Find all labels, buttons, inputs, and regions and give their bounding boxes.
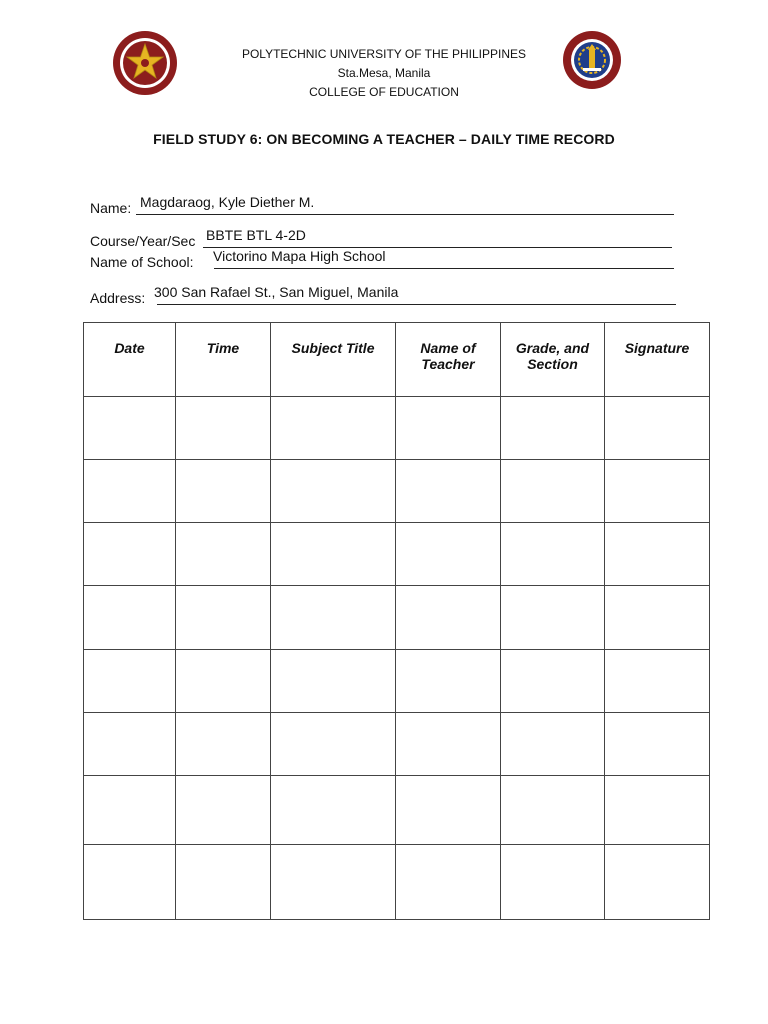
date-cell[interactable] <box>84 845 176 920</box>
school-label: Name of School: <box>90 254 194 270</box>
teacher-name-cell[interactable] <box>396 523 501 586</box>
address-label: Address: <box>90 290 146 306</box>
header-name-of-teacher <box>396 323 501 397</box>
subject-title-cell[interactable] <box>271 650 396 713</box>
table-header-row <box>84 323 710 397</box>
subject-title-cell[interactable] <box>271 845 396 920</box>
university-header <box>0 45 768 102</box>
grade-section-cell[interactable] <box>501 845 605 920</box>
time-cell[interactable] <box>176 776 271 845</box>
time-cell[interactable] <box>176 460 271 523</box>
header-signature: Signature <box>605 323 710 397</box>
name-value[interactable]: Magdaraog, Kyle Diether M. <box>140 194 315 210</box>
date-cell[interactable] <box>84 586 176 650</box>
signature-cell[interactable] <box>605 586 710 650</box>
date-cell[interactable] <box>84 460 176 523</box>
course-value[interactable]: BBTE BTL 4-2D <box>206 227 306 243</box>
signature-cell[interactable] <box>605 460 710 523</box>
table-row <box>84 586 710 650</box>
daily-time-record-table <box>83 322 710 920</box>
time-cell[interactable] <box>176 713 271 776</box>
table-row <box>84 845 710 920</box>
time-cell[interactable] <box>176 586 271 650</box>
university-location: Sta.Mesa, Manila <box>337 66 431 80</box>
table-row <box>84 523 710 586</box>
date-cell[interactable] <box>84 713 176 776</box>
time-cell[interactable] <box>176 650 271 713</box>
table-row <box>84 713 710 776</box>
header-grade-and-section-text: Grade, and Section <box>515 340 590 372</box>
header-name-of-teacher-text: Name of Teacher <box>420 340 476 372</box>
address-underline <box>157 304 676 305</box>
date-cell[interactable] <box>84 397 176 460</box>
teacher-name-cell[interactable] <box>396 397 501 460</box>
signature-cell[interactable] <box>605 523 710 586</box>
signature-cell[interactable] <box>605 397 710 460</box>
teacher-name-cell[interactable] <box>396 713 501 776</box>
header-date: Date <box>84 323 176 397</box>
teacher-name-cell[interactable] <box>396 845 501 920</box>
header-time: Time <box>176 323 271 397</box>
table-row <box>84 650 710 713</box>
signature-cell[interactable] <box>605 713 710 776</box>
table-row <box>84 397 710 460</box>
grade-section-cell[interactable] <box>501 397 605 460</box>
grade-section-cell[interactable] <box>501 586 605 650</box>
date-cell[interactable] <box>84 523 176 586</box>
course-label: Course/Year/Sec <box>90 233 196 249</box>
teacher-name-cell[interactable] <box>396 650 501 713</box>
grade-section-cell[interactable] <box>501 650 605 713</box>
subject-title-cell[interactable] <box>271 713 396 776</box>
teacher-name-cell[interactable] <box>396 586 501 650</box>
signature-cell[interactable] <box>605 845 710 920</box>
header-grade-and-section <box>501 323 605 397</box>
name-underline <box>136 214 674 215</box>
signature-cell[interactable] <box>605 650 710 713</box>
time-cell[interactable] <box>176 845 271 920</box>
grade-section-cell[interactable] <box>501 713 605 776</box>
time-cell[interactable] <box>176 397 271 460</box>
subject-title-cell[interactable] <box>271 586 396 650</box>
subject-title-cell[interactable] <box>271 776 396 845</box>
subject-title-cell[interactable] <box>271 460 396 523</box>
document-title: FIELD STUDY 6: ON BECOMING A TEACHER – DAILY TIME RECORD <box>153 131 615 147</box>
teacher-name-cell[interactable] <box>396 776 501 845</box>
table-row <box>84 460 710 523</box>
university-name: POLYTECHNIC UNIVERSITY OF THE PHILIPPINES <box>241 47 527 61</box>
subject-title-cell[interactable] <box>271 397 396 460</box>
college-of-education-seal-logo <box>562 30 622 90</box>
address-value[interactable]: 300 San Rafael St., San Miguel, Manila <box>154 284 399 300</box>
header-subject-title: Subject Title <box>271 323 396 397</box>
date-cell[interactable] <box>84 650 176 713</box>
subject-title-cell[interactable] <box>271 523 396 586</box>
school-underline <box>214 268 674 269</box>
teacher-name-cell[interactable] <box>396 460 501 523</box>
name-label: Name: <box>90 200 132 216</box>
grade-section-cell[interactable] <box>501 776 605 845</box>
signature-cell[interactable] <box>605 776 710 845</box>
time-cell[interactable] <box>176 523 271 586</box>
table-body <box>84 397 710 920</box>
college-name: COLLEGE OF EDUCATION <box>309 85 459 99</box>
grade-section-cell[interactable] <box>501 523 605 586</box>
table-row <box>84 776 710 845</box>
grade-section-cell[interactable] <box>501 460 605 523</box>
school-value[interactable]: Victorino Mapa High School <box>213 248 386 264</box>
date-cell[interactable] <box>84 776 176 845</box>
